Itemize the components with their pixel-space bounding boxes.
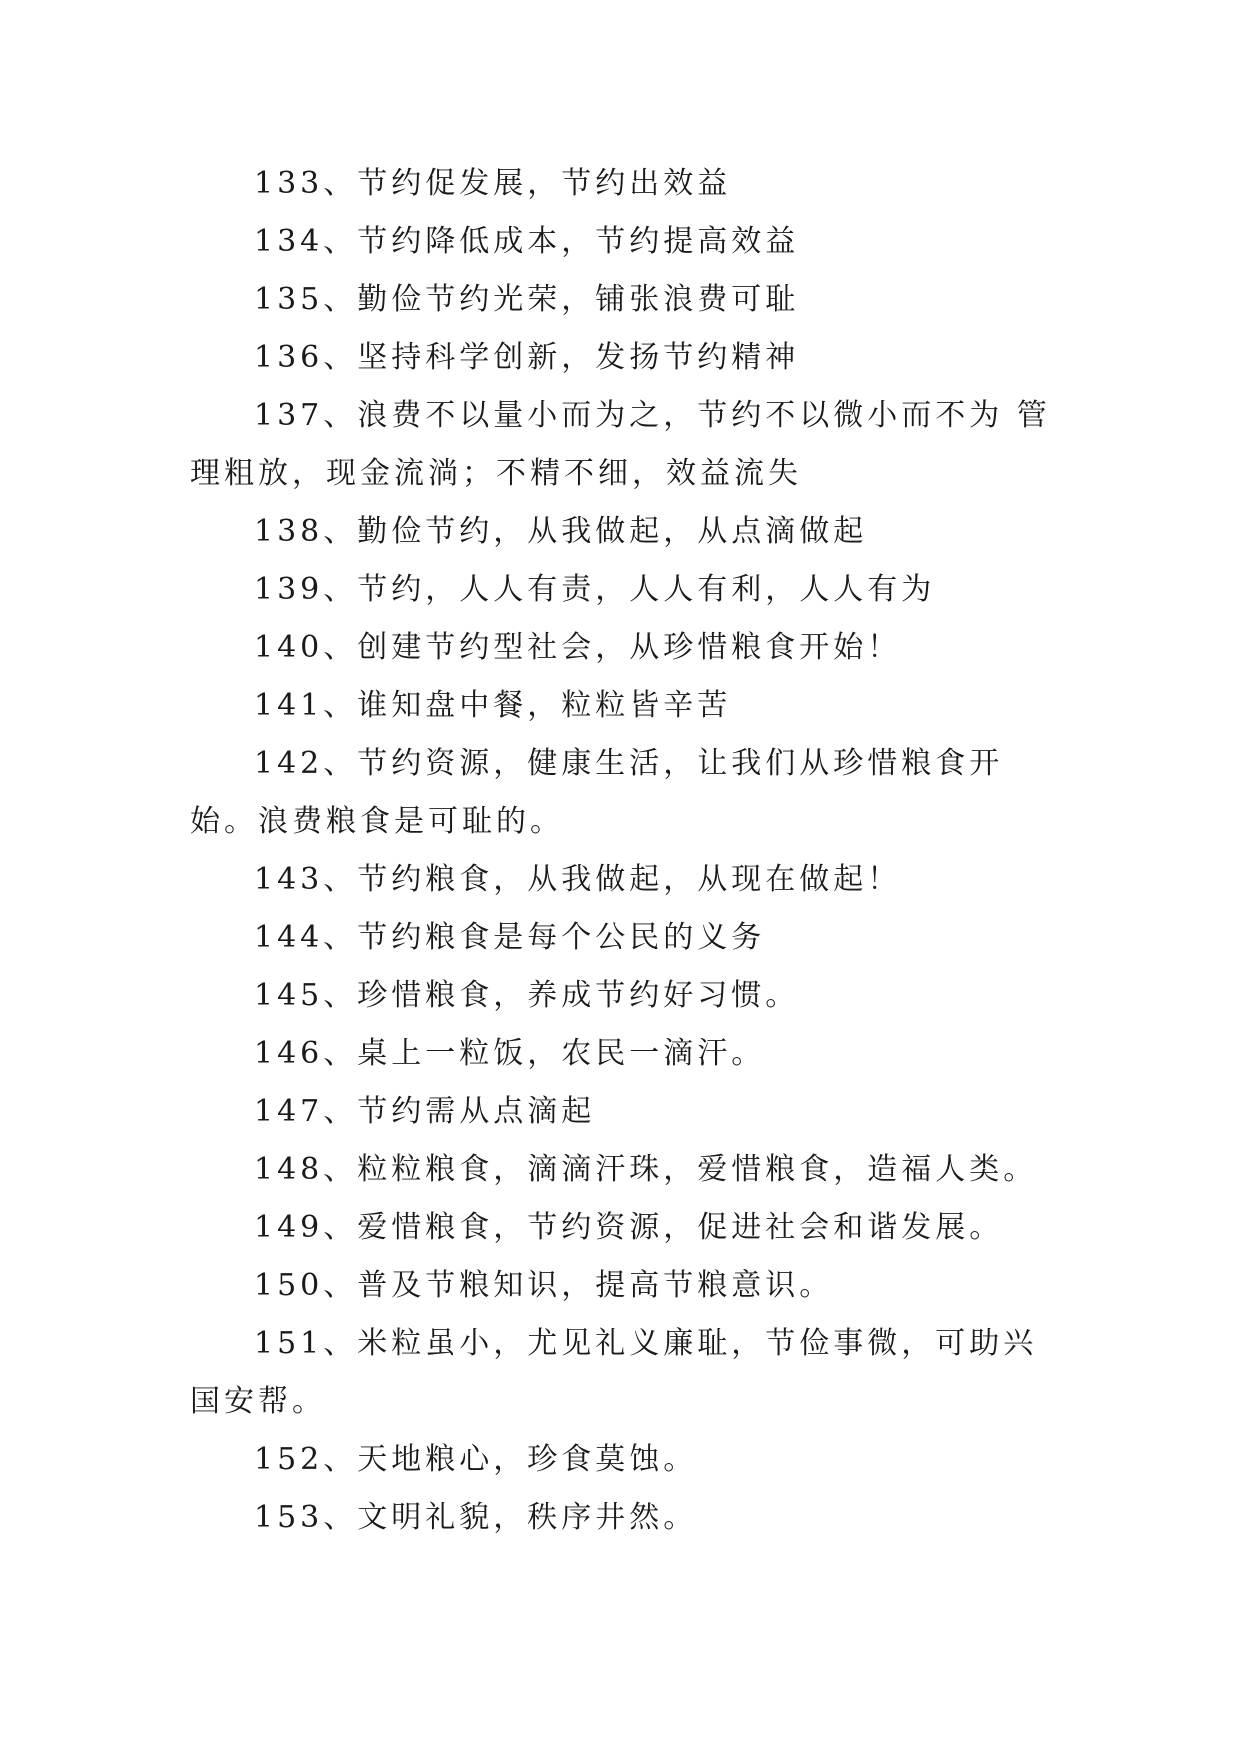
document-body <box>190 155 1052 1547</box>
slogan-paragraph: 147、节约需从点滴起 <box>254 1094 596 1129</box>
slogan-paragraph: 141、谁知盘中餐，粒粒皆辛苦 <box>254 688 732 723</box>
slogan-paragraph: 140、创建节约型社会，从珍惜粮食开始！ <box>254 630 902 665</box>
slogan-paragraph: 150、普及节粮知识，提高节粮意识。 <box>254 1268 834 1303</box>
slogan-paragraph: 139、节约，人人有责，人人有利，人人有为 <box>254 572 936 607</box>
slogan-paragraph: 145、珍惜粮食，养成节约好习惯。 <box>254 978 800 1013</box>
slogan-paragraph: 137、浪费不以量小而为之，节约不以微小而不为 管理粗放，现金流淌；不精不细，效益流失 <box>190 398 1051 491</box>
slogan-paragraph: 153、文明礼貌，秩序井然。 <box>254 1500 698 1535</box>
slogan-paragraph: 133、节约促发展，节约出效益 <box>254 166 732 201</box>
slogan-paragraph: 152、天地粮心，珍食莫蚀。 <box>254 1442 698 1477</box>
slogan-paragraph: 142、节约资源，健康生活，让我们从珍惜粮食开始。浪费粮食是可耻的。 <box>190 746 1004 839</box>
slogan-paragraph: 136、坚持科学创新，发扬节约精神 <box>254 340 800 375</box>
slogan-paragraph: 138、勤俭节约，从我做起，从点滴做起 <box>254 514 868 549</box>
slogan-paragraph: 134、节约降低成本，节约提高效益 <box>254 224 800 259</box>
slogan-paragraph: 143、节约粮食，从我做起，从现在做起！ <box>254 862 902 897</box>
slogan-paragraph: 149、爱惜粮食，节约资源，促进社会和谐发展。 <box>254 1210 1004 1245</box>
slogan-paragraph: 146、桌上一粒饭，农民一滴汗。 <box>254 1036 766 1071</box>
slogan-paragraph: 151、米粒虽小，尤见礼义廉耻，节俭事微，可助兴国安帮。 <box>190 1326 1038 1419</box>
slogan-paragraph: 144、节约粮食是每个公民的义务 <box>254 920 766 955</box>
slogan-paragraph: 148、粒粒粮食，滴滴汗珠，爱惜粮食，造福人类。 <box>254 1152 1038 1187</box>
slogan-paragraph: 135、勤俭节约光荣，铺张浪费可耻 <box>254 282 800 317</box>
